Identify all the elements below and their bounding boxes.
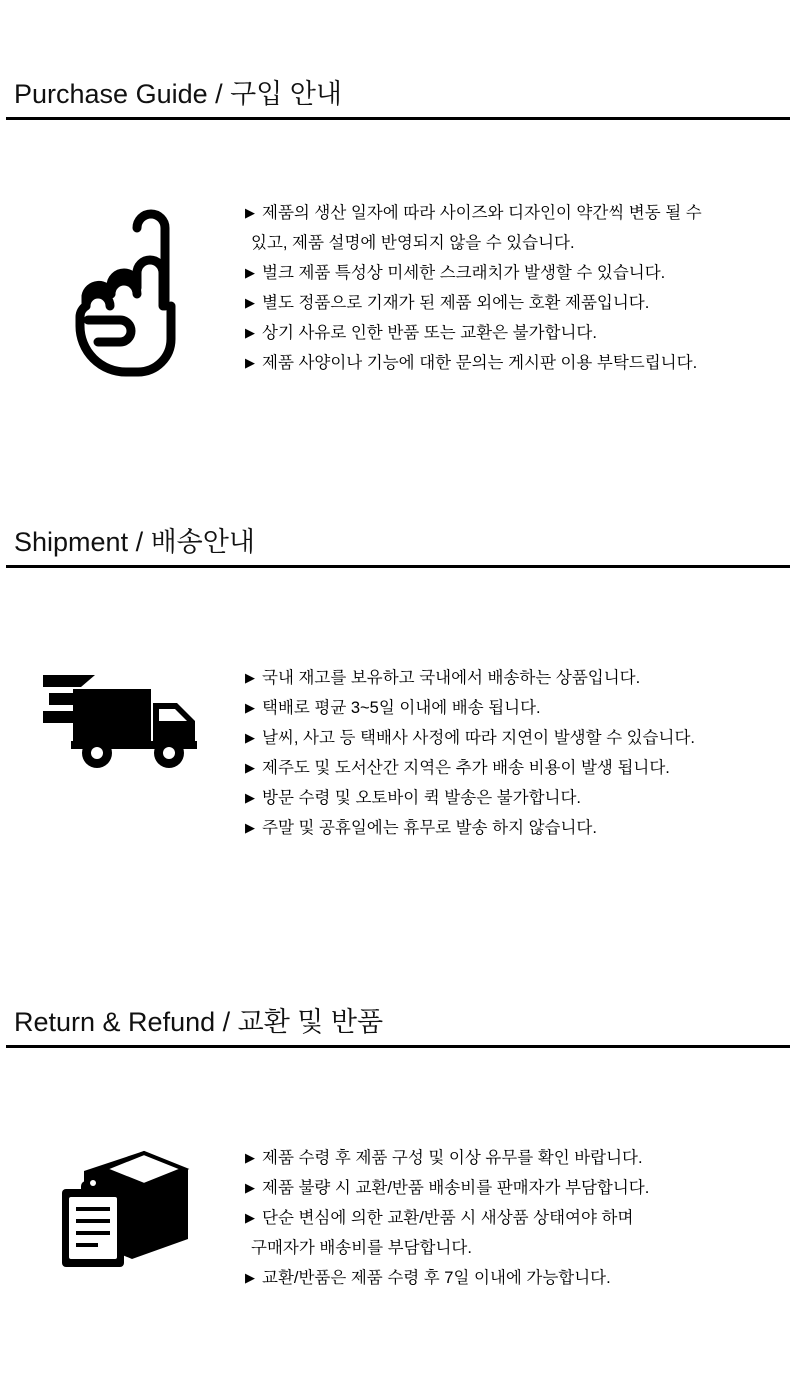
list-item (245, 783, 790, 813)
list-item-text: 날씨, 사고 등 택배사 사정에 따라 지연이 발생할 수 있습니다. (262, 729, 695, 747)
section-return-refund (0, 1000, 800, 1293)
list-item (245, 663, 790, 693)
list-item-text: 제품 불량 시 교환/반품 배송비를 판매자가 부담합니다. (262, 1179, 650, 1197)
bullet-marker-icon: ▶ (245, 325, 255, 340)
section-shipment (0, 520, 800, 843)
pointing-hand-icon (58, 198, 188, 388)
list-item (245, 288, 790, 318)
list-item (245, 813, 790, 843)
list-item-continuation: 구매자가 배송비를 부담합니다. (251, 1239, 472, 1257)
list-item (245, 258, 790, 288)
list-item (245, 1143, 790, 1173)
text-column-return-refund (245, 1143, 800, 1293)
icon-column-shipment (0, 663, 245, 773)
list-item-text: 상기 사유로 인한 반품 또는 교환은 불가합니다. (262, 324, 597, 342)
list-item (245, 1173, 790, 1203)
delivery-truck-icon (43, 663, 203, 773)
section-heading-purchase-guide: Purchase Guide / 구입 안내 (6, 72, 790, 120)
list-item-text: 제주도 및 도서산간 지역은 추가 배송 비용이 발생 됩니다. (262, 759, 670, 777)
bullet-marker-icon: ▶ (245, 265, 255, 280)
list-item (245, 723, 790, 753)
list-item-text: 단순 변심에 의한 교환/반품 시 새상품 상태여야 하며 (262, 1209, 634, 1227)
bullet-marker-icon: ▶ (245, 205, 255, 220)
list-item-text: 택배로 평균 3~5일 이내에 배송 됩니다. (262, 699, 541, 717)
section-heading-shipment: Shipment / 배송안내 (6, 520, 790, 568)
list-item-text: 제품 수령 후 제품 구성 및 이상 유무를 확인 바랍니다. (262, 1149, 643, 1167)
list-item-text: 벌크 제품 특성상 미세한 스크래치가 발생할 수 있습니다. (262, 264, 666, 282)
list-item (245, 318, 790, 348)
bullet-marker-icon: ▶ (245, 670, 255, 685)
list-item-text: 국내 재고를 보유하고 국내에서 배송하는 상품입니다. (262, 669, 641, 687)
section-body-shipment (0, 663, 800, 843)
list-item (245, 348, 790, 378)
list-item (245, 1263, 790, 1293)
bullet-marker-icon: ▶ (245, 295, 255, 310)
section-purchase-guide (0, 72, 800, 388)
bullet-marker-icon: ▶ (245, 355, 255, 370)
bullet-marker-icon: ▶ (245, 1270, 255, 1285)
list-item-continuation: 있고, 제품 설명에 반영되지 않을 수 있습니다. (251, 234, 575, 252)
list-item-text: 제품 사양이나 기능에 대한 문의는 게시판 이용 부탁드립니다. (262, 354, 698, 372)
text-column-shipment (245, 663, 800, 843)
bullet-marker-icon: ▶ (245, 1210, 255, 1225)
list-item-text: 주말 및 공휴일에는 휴무로 발송 하지 않습니다. (262, 819, 597, 837)
list-item (245, 198, 790, 228)
list-item (245, 753, 790, 783)
bullet-marker-icon: ▶ (245, 760, 255, 775)
bullet-marker-icon: ▶ (245, 1180, 255, 1195)
bullet-marker-icon: ▶ (245, 820, 255, 835)
list-item-text: 별도 정품으로 기재가 된 제품 외에는 호환 제품입니다. (262, 294, 650, 312)
bullet-marker-icon: ▶ (245, 790, 255, 805)
bullet-marker-icon: ▶ (245, 700, 255, 715)
icon-column-return-refund (0, 1143, 245, 1273)
icon-column-purchase-guide (0, 198, 245, 388)
list-item-text: 방문 수령 및 오토바이 퀵 발송은 불가합니다. (262, 789, 581, 807)
list-item (245, 1203, 790, 1233)
list-item-text: 제품의 생산 일자에 따라 사이즈와 디자인이 약간씩 변동 될 수 (262, 204, 702, 222)
bullet-marker-icon: ▶ (245, 1150, 255, 1165)
list-item (245, 693, 790, 723)
section-body-return-refund (0, 1143, 800, 1293)
list-item-text: 교환/반품은 제품 수령 후 7일 이내에 가능합니다. (262, 1269, 611, 1287)
section-body-purchase-guide (0, 198, 800, 388)
bullet-marker-icon: ▶ (245, 730, 255, 745)
text-column-purchase-guide (245, 198, 800, 378)
section-heading-return-refund: Return & Refund / 교환 및 반품 (6, 1000, 790, 1048)
package-clipboard-icon (48, 1143, 198, 1273)
